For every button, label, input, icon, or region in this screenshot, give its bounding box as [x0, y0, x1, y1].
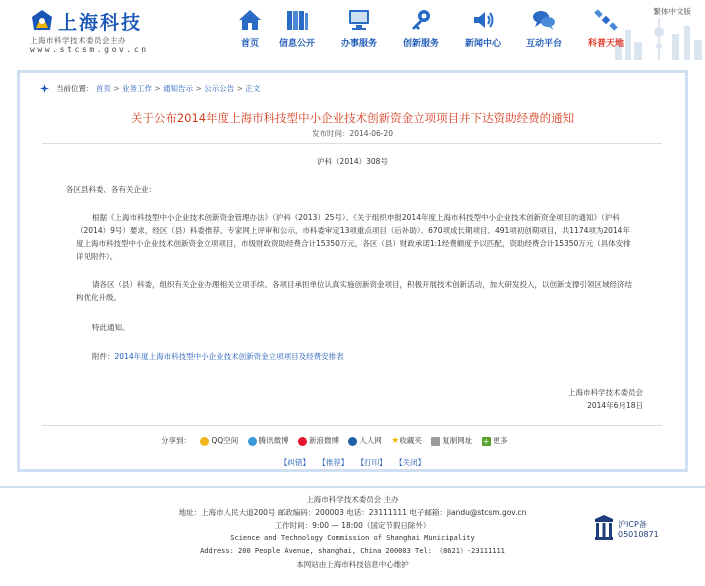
share-tencent-weibo[interactable]	[248, 435, 289, 446]
signature-org: 上海市科学技术委员会	[568, 388, 643, 397]
breadcrumb-notices[interactable]: 通知告示	[163, 84, 194, 93]
footer-divider	[0, 486, 705, 488]
share-tencent-weibo-label: 腾讯微博	[258, 436, 289, 445]
breadcrumb-trail	[56, 83, 260, 94]
icp-line-1: 沪ICP备	[618, 520, 647, 529]
chat-bubbles-icon	[531, 8, 557, 32]
share-label: 分享到：	[161, 436, 191, 445]
share-renren-label: 人人网	[359, 436, 382, 445]
publish-date: 发布时间：2014-06-20	[311, 129, 394, 138]
sina-weibo-icon	[298, 437, 307, 446]
share-favorite[interactable]	[391, 435, 422, 446]
qzone-icon	[200, 437, 209, 446]
report-error-button[interactable]: 【纠错】	[279, 458, 310, 467]
breadcrumb-prefix: 当前位置：	[56, 84, 94, 93]
share-qzone[interactable]	[200, 435, 238, 446]
nav-services-label: 办事服务	[340, 39, 377, 49]
breadcrumb-separator: >	[110, 84, 122, 93]
share-renren[interactable]	[348, 435, 382, 446]
icp-emblem-icon	[594, 515, 614, 541]
nav-info-public-label: 信息公开	[278, 39, 315, 49]
share-more-label: 更多	[492, 436, 508, 445]
books-icon	[284, 8, 310, 32]
share-copy-link-label: 复制网址	[442, 436, 473, 445]
print-button[interactable]: 【打印】	[356, 458, 387, 467]
breadcrumb-separator: >	[193, 84, 205, 93]
breadcrumb-current: 正文	[245, 84, 261, 93]
nav-interaction-label: 互动平台	[525, 39, 562, 49]
closing-text: 特此通知。	[92, 323, 130, 332]
article-actions	[20, 457, 685, 468]
article-frame	[17, 70, 688, 472]
site-header	[0, 0, 705, 60]
share-divider	[42, 425, 662, 426]
share-copy-link[interactable]	[431, 435, 472, 446]
nav-innovation[interactable]	[391, 8, 451, 49]
speaker-icon	[470, 8, 496, 32]
share-bar	[161, 435, 515, 447]
breadcrumb-separator: >	[234, 84, 246, 93]
attachment-link[interactable]: 2014年度上海市科技型中小企业技术创新资金立项项目及经费安排表	[114, 352, 344, 361]
computer-icon	[346, 8, 372, 32]
share-favorite-label: 收藏夹	[399, 436, 422, 445]
breadcrumb-announcements[interactable]: 公示公告	[204, 84, 235, 93]
article-paragraph-1: 根据《上海市科技型中小企业技术创新资金管理办法》（沪科（2013）25号）、《关于组织申报2014年度上海市科技型中小企业技术创新资金项目的通知》（沪科（2014）9号）要求，经区（县）科委推荐、专家网上评审和公示，市科委审定13项重点项目（后补助）、670项成长期项目、491项初创期项目，共1174项为2014年度上海市科技型中小企业技术创新资金立项项目，市级财政资助经费合计15350万元，各区（县）财政承诺1:1经费额度予以匹配，资助经费合计15350万元（具体安排详见附件）。	[76, 213, 631, 261]
traditional-chinese-link[interactable]: 繁体中文版	[653, 7, 691, 16]
renren-icon	[348, 437, 357, 446]
article-title: 关于公布2014年度上海市科技型中小企业技术创新资金立项项目并下达资助经费的通知	[130, 111, 575, 125]
footer-maintainer: 本网站由上海市科技信息中心维护	[296, 560, 409, 569]
share-more[interactable]	[482, 435, 508, 446]
nav-services[interactable]	[329, 8, 389, 49]
nav-home-label: 首页	[240, 39, 259, 49]
copy-link-icon	[431, 437, 440, 446]
nav-innovation-label: 创新服务	[402, 39, 439, 49]
home-icon	[237, 8, 263, 32]
share-sina-weibo[interactable]	[298, 435, 339, 446]
recommend-button[interactable]: 【推荐】	[318, 458, 349, 467]
logo-url: www.stcsm.gov.cn	[30, 45, 149, 54]
attachment-prefix: 附件：	[92, 352, 115, 361]
share-sina-weibo-label: 新浪微博	[308, 436, 339, 445]
footer-address: 地址：上海市人民大道200号 邮政编码：200003 电话：23111111 电子邮箱：jiandu@stcsm.gov.cn	[178, 508, 527, 517]
signature-block	[568, 386, 643, 412]
share-qzone-label: QQ空间	[211, 436, 239, 445]
satellite-icon	[593, 8, 619, 32]
nav-news[interactable]	[453, 8, 513, 49]
logo-subtitle: 上海市科学技术委员会主办	[30, 36, 126, 45]
footer-hours: 工作时间：9:00 — 18:00（国定节假日除外）	[274, 521, 431, 530]
footer-english-address: Address: 200 People Avenue, shanghai, China 200003 Tel: （8621）-23111111	[200, 547, 505, 555]
breadcrumb-marker-icon	[40, 84, 49, 93]
icp-line-2: 05010871	[618, 530, 659, 539]
nav-science-label: 科普天地	[587, 39, 624, 49]
nav-info-public[interactable]	[267, 8, 327, 49]
logo-emblem-icon	[28, 8, 56, 34]
close-button[interactable]: 【关闭】	[395, 458, 426, 467]
favorite-star-icon: ★	[391, 436, 400, 446]
nav-interaction[interactable]	[514, 8, 574, 49]
title-divider	[42, 143, 662, 144]
logo-title: 上海科技	[58, 12, 143, 34]
breadcrumb-business[interactable]: 业务工作	[121, 84, 152, 93]
article-paragraph-2: 请各区（县）科委，组织有关企业办理相关立项手续。各项目承担单位认真实施创新资金项目，积极开展技术创新活动，加大研发投入，以创新支撑引领区域经济结构优化升级。	[76, 280, 632, 302]
icp-text	[618, 520, 659, 540]
footer-english-name: Science and Technology Commission of Shanghai Municipality	[230, 534, 475, 542]
breadcrumb-home[interactable]: 首页	[95, 84, 111, 93]
icp-badge[interactable]	[594, 515, 664, 545]
signature-date: 2014年6月18日	[587, 401, 643, 410]
salutation: 各区县科委、各有关企业：	[66, 185, 156, 194]
more-plus-icon: +	[482, 436, 490, 446]
attachment-line	[76, 350, 636, 363]
tencent-weibo-icon	[248, 437, 257, 446]
nav-science[interactable]	[576, 8, 636, 49]
document-number: 沪科（2014）308号	[317, 157, 388, 166]
site-logo[interactable]	[28, 8, 178, 56]
breadcrumb-separator: >	[151, 84, 164, 93]
key-icon	[408, 8, 434, 32]
nav-news-label: 新闻中心	[464, 39, 501, 49]
footer-organizer: 上海市科学技术委员会 主办	[306, 495, 399, 504]
